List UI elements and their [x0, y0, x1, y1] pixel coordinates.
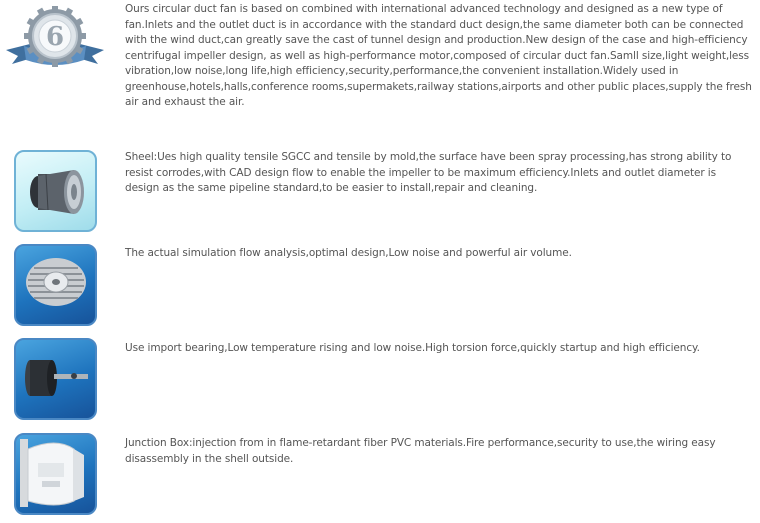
badge-number: 6 [45, 22, 65, 52]
impeller-icon [16, 246, 95, 324]
intro-paragraph: Ours circular duct fan is based on combined with international advanced technology and designed as a new type of fan.Inlets and the outlet duct is in accordance with the standard duct design,the same diameter both can be connected with the wind duct,can greatly save the cast of tunnel design and production.New design of the case and high-efficiency centrifugal impeller design, as well as high-performance motor,composed of circular duct fan.Samll size,light weight,less vibration,low noise,long life,high efficiency,security,performance,the convenient installation.Widely used in greenhouse,hotels,halls,conference rooms,supermakets,railway stations,airports and other public places,supply the fresh air and exhaust the air. [125, 3, 752, 108]
duct-fan-icon [16, 152, 95, 230]
junction-box-paragraph: Junction Box:injection from in flame-retardant fiber PVC materials.Fire performance,security to use,the wiring easy disassembly in the shell outside. [125, 437, 716, 465]
impeller-image [14, 244, 97, 326]
bearing-paragraph: Use import bearing,Low temperature rising and low noise.High torsion force,quickly startup and high efficiency. [125, 342, 700, 354]
junction-box-icon [16, 435, 95, 513]
motor-icon [16, 340, 95, 418]
motor-image [14, 338, 97, 420]
simulation-paragraph: The actual simulation flow analysis,optimal design,Low noise and powerful air volume. [125, 247, 572, 259]
gear-badge-6-icon [2, 6, 108, 74]
duct-fan-image [14, 150, 97, 232]
shell-paragraph: Sheel:Ues high quality tensile SGCC and tensile by mold,the surface have been spray processing,has strong ability to resist corrodes,with CAD design flow to enable the impeller to be maximum efficiency.Inlets and outlet diameter is design as the same pipeline standard,to be easier to install,repair and cleaning. [125, 151, 732, 194]
junction-box-image [14, 433, 97, 515]
